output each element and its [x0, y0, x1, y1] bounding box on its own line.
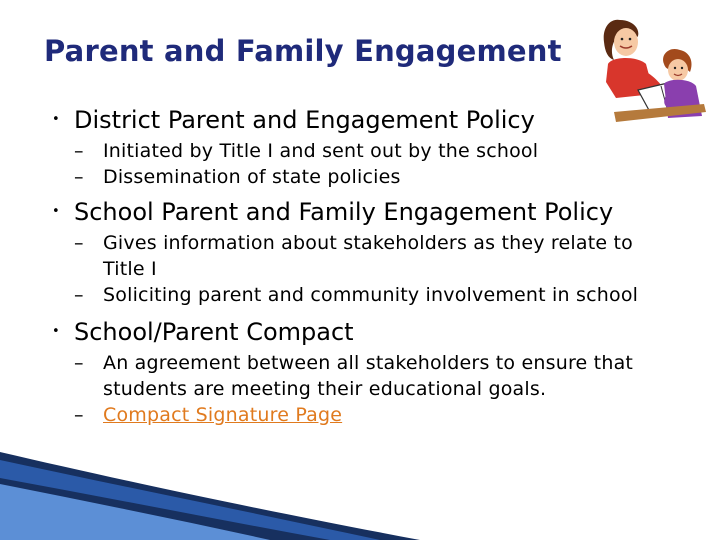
bullet-dot-icon: •	[52, 204, 60, 219]
sub-bullet-item: – Soliciting parent and community involvement in school	[74, 284, 639, 306]
bullet-label: School/Parent Compact	[74, 318, 354, 346]
sub-bullet-item: – An agreement between all stakeholders to ensure that students are meeting their educational goals.	[74, 352, 634, 400]
sub-bullet-text: Gives information about stakeholders as they relate to Title I	[103, 232, 633, 280]
sub-bullet-item: – Initiated by Title I and sent out by the school	[74, 140, 539, 162]
bullet-list	[52, 104, 662, 428]
sub-bullet-text: Dissemination of state policies	[103, 166, 401, 188]
compact-signature-page-link[interactable]: Compact Signature Page	[103, 404, 343, 426]
bullet-dot-icon: •	[52, 324, 60, 339]
sub-bullet-item: – Dissemination of state policies	[74, 166, 401, 188]
sub-bullet-text: An agreement between all stakeholders to ensure that students are meeting their educational goals.	[103, 352, 634, 400]
bullet-label: School Parent and Family Engagement Policy	[74, 198, 614, 226]
sub-bullet-item: – Gives information about stakeholders as they relate to Title I	[74, 232, 633, 280]
slide-title: Parent and Family Engagement	[44, 34, 562, 68]
bullet-dot-icon: •	[52, 112, 60, 127]
bullet-item	[52, 104, 662, 136]
bullet-item	[52, 316, 662, 348]
decorative-swoosh	[0, 440, 720, 540]
bullet-item	[52, 196, 662, 228]
bullet-label: District Parent and Engagement Policy	[74, 106, 535, 134]
sub-bullet-text: Soliciting parent and community involvement in school	[103, 284, 639, 306]
sub-bullet-item: – Compact Signature Page	[74, 404, 343, 426]
sub-bullet-text: Initiated by Title I and sent out by the school	[103, 140, 539, 162]
